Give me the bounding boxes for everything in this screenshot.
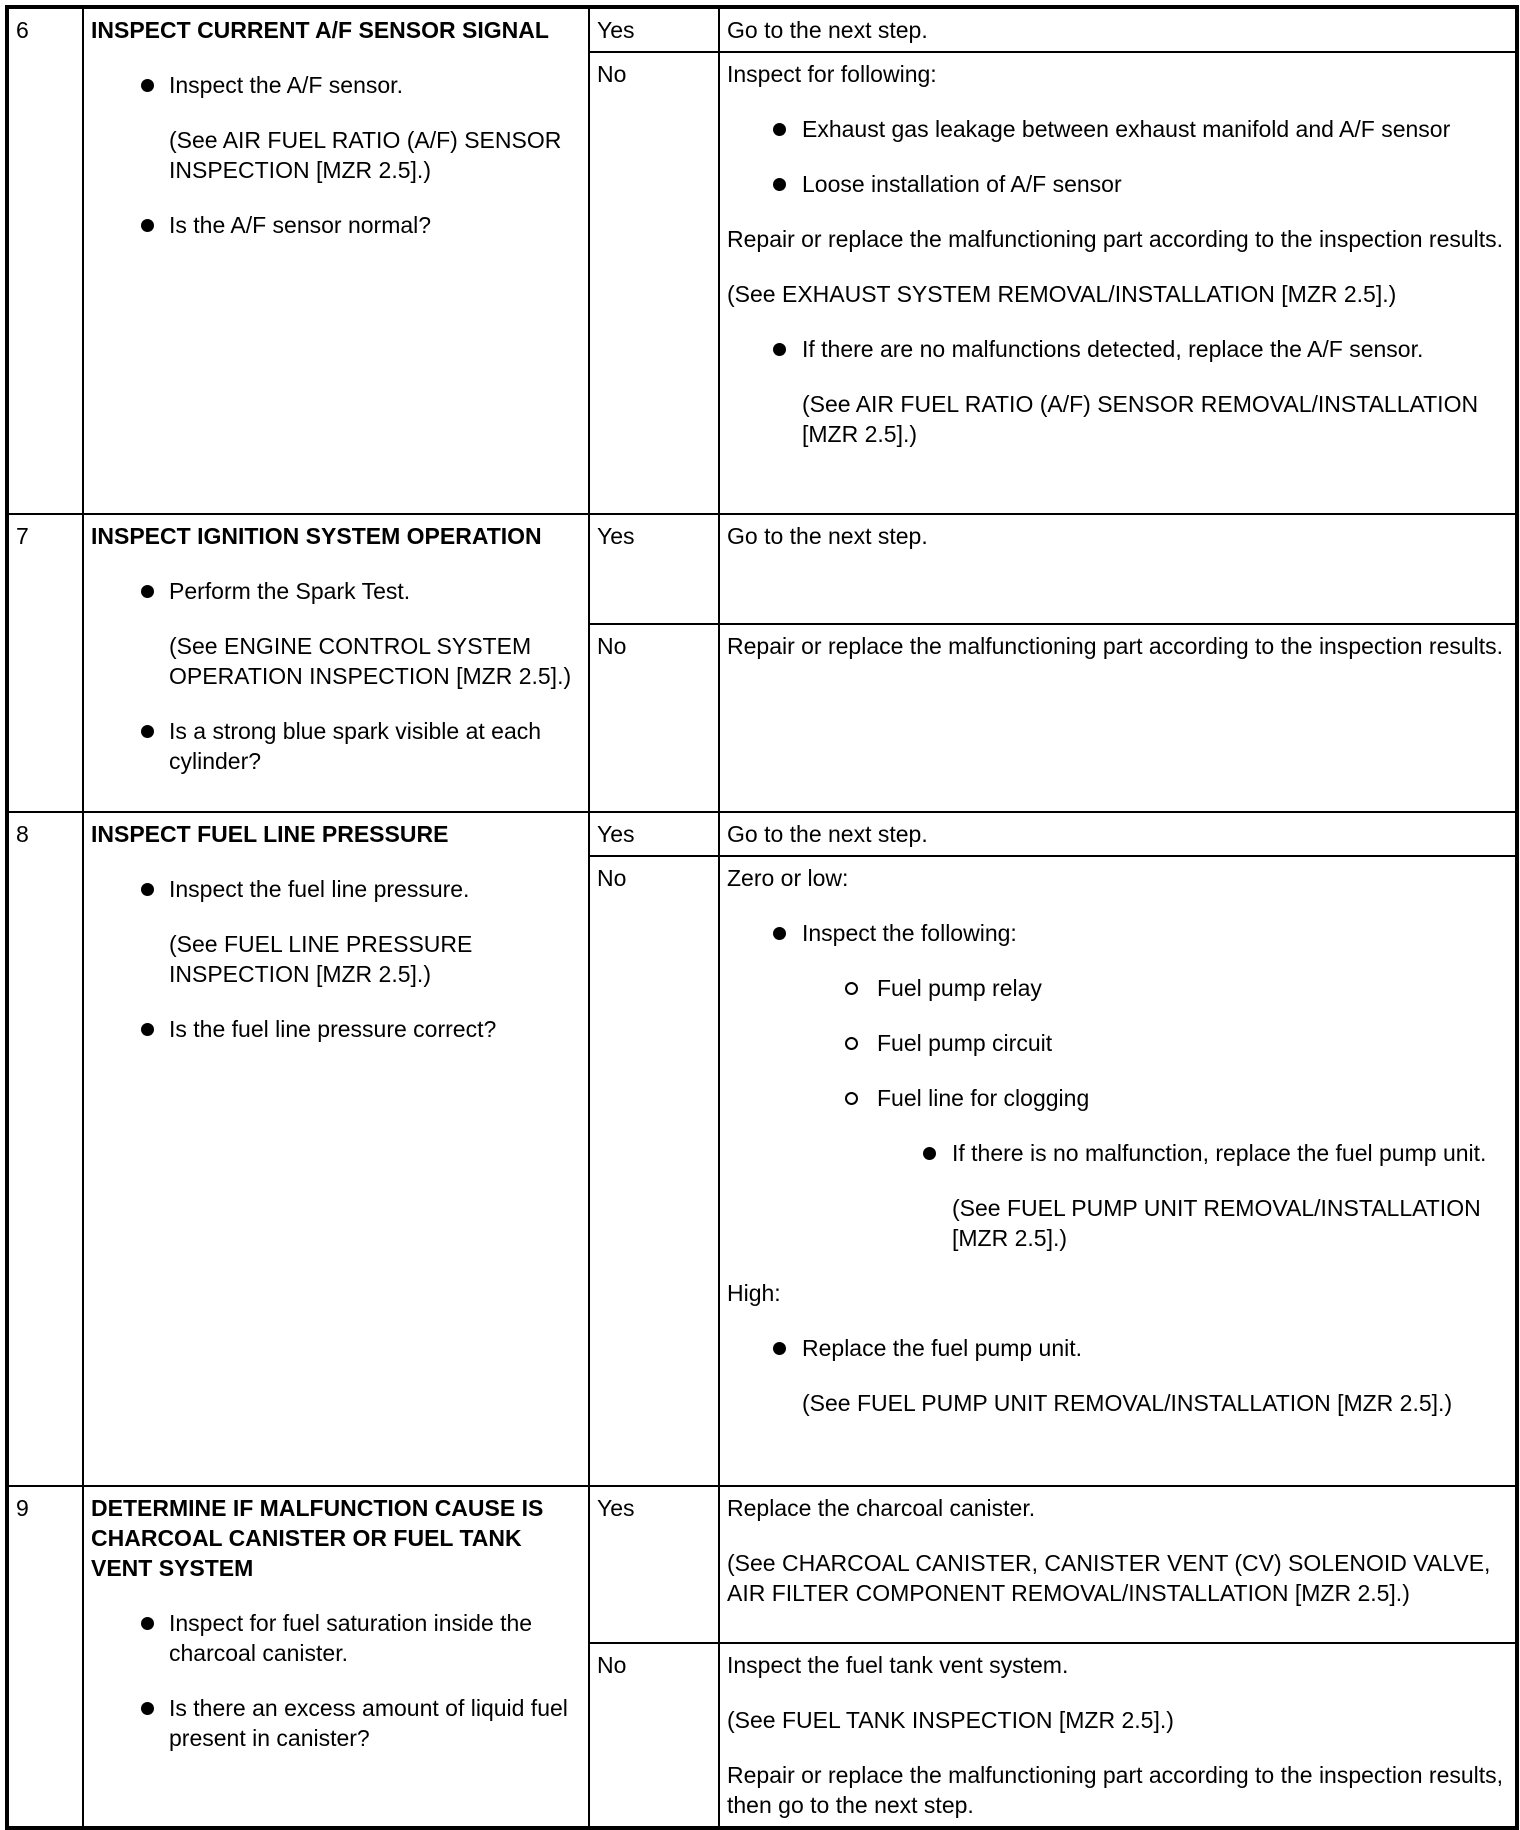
no-label: No xyxy=(589,856,719,1486)
bullet-dot-icon xyxy=(773,123,786,136)
yes-label: Yes xyxy=(589,514,719,624)
step-6-inspection xyxy=(83,7,589,514)
circle-bullet-icon xyxy=(845,1037,858,1050)
bullet-dot-icon xyxy=(773,1342,786,1355)
bullet-dot-icon xyxy=(923,1147,936,1160)
step-title: INSPECT IGNITION SYSTEM OPERATION xyxy=(91,523,542,549)
bullet-item: Is the fuel line pressure correct? xyxy=(91,1014,581,1044)
yes-label: Yes xyxy=(589,1486,719,1643)
reference-text: (See ENGINE CONTROL SYSTEM OPERATION INSPECTION [MZR 2.5].) xyxy=(169,633,572,689)
bullet-item: Perform the Spark Test. xyxy=(91,576,581,606)
step-9-yes-row xyxy=(7,1486,1517,1643)
bullet-dot-icon xyxy=(141,1702,154,1715)
step-6-yes-row xyxy=(7,7,1517,52)
bullet-dot-icon xyxy=(141,219,154,232)
step-9-inspection xyxy=(83,1486,589,1828)
step-number: 9 xyxy=(7,1486,83,1828)
bullet-dot-icon xyxy=(773,927,786,940)
step-9-no-action xyxy=(719,1643,1517,1828)
bullet-dot-icon xyxy=(773,343,786,356)
reference-text: (See EXHAUST SYSTEM REMOVAL/INSTALLATION [MZR 2.5].) xyxy=(727,281,1397,307)
no-action: Repair or replace the malfunctioning part according to the inspection results. xyxy=(719,624,1517,812)
bullet-dot-icon xyxy=(141,1023,154,1036)
bullet-item: Replace the fuel pump unit. xyxy=(727,1333,1508,1363)
action-text: Repair or replace the malfunctioning part according to the inspection results, then go to the next step. xyxy=(727,1762,1504,1818)
no-label: No xyxy=(589,624,719,812)
bullet-item: Is there an excess amount of liquid fuel present in canister? xyxy=(91,1693,581,1753)
reference-text: (See FUEL LINE PRESSURE INSPECTION [MZR 2.5].) xyxy=(169,931,473,987)
bullet-item: If there is no malfunction, replace the fuel pump unit. xyxy=(727,1138,1508,1168)
bullet-item: Inspect the following: xyxy=(727,918,1508,948)
sub-bullet-item: Fuel pump circuit xyxy=(727,1028,1508,1058)
step-title: INSPECT FUEL LINE PRESSURE xyxy=(91,821,449,847)
step-7-yes-row xyxy=(7,514,1517,624)
action-text: Zero or low: xyxy=(727,865,849,891)
bullet-item: Exhaust gas leakage between exhaust manifold and A/F sensor xyxy=(727,114,1508,144)
step-8-no-action xyxy=(719,856,1517,1486)
reference-text: (See FUEL PUMP UNIT REMOVAL/INSTALLATION [MZR 2.5].) xyxy=(952,1195,1481,1251)
reference-text: (See FUEL TANK INSPECTION [MZR 2.5].) xyxy=(727,1707,1174,1733)
no-label: No xyxy=(589,52,719,514)
action-text: Repair or replace the malfunctioning part according to the inspection results. xyxy=(727,226,1504,252)
sub-bullet-item: Fuel line for clogging xyxy=(727,1083,1508,1113)
bullet-item: Inspect the A/F sensor. xyxy=(91,70,581,100)
bullet-dot-icon xyxy=(141,883,154,896)
circle-bullet-icon xyxy=(845,982,858,995)
bullet-item: If there are no malfunctions detected, replace the A/F sensor. xyxy=(727,334,1508,364)
step-8-yes-row xyxy=(7,812,1517,856)
step-6-no-action xyxy=(719,52,1517,514)
yes-label: Yes xyxy=(589,7,719,52)
action-text: Replace the charcoal canister. xyxy=(727,1495,1036,1521)
reference-text: (See AIR FUEL RATIO (A/F) SENSOR REMOVAL/INSTALLATION [MZR 2.5].) xyxy=(802,391,1479,447)
step-9-yes-action xyxy=(719,1486,1517,1643)
bullet-dot-icon xyxy=(773,178,786,191)
diagnostic-procedure-table xyxy=(5,5,1519,1830)
bullet-item: Inspect the fuel line pressure. xyxy=(91,874,581,904)
action-text: Inspect the fuel tank vent system. xyxy=(727,1652,1069,1678)
action-text: High: xyxy=(727,1280,781,1306)
bullet-dot-icon xyxy=(141,585,154,598)
bullet-dot-icon xyxy=(141,1617,154,1630)
circle-bullet-icon xyxy=(845,1092,858,1105)
no-label: No xyxy=(589,1643,719,1828)
sub-bullet-item: Fuel pump relay xyxy=(727,973,1508,1003)
reference-text: (See FUEL PUMP UNIT REMOVAL/INSTALLATION [MZR 2.5].) xyxy=(802,1390,1453,1416)
action-text: Inspect for following: xyxy=(727,61,937,87)
step-title: DETERMINE IF MALFUNCTION CAUSE IS CHARCOAL CANISTER OR FUEL TANK VENT SYSTEM xyxy=(91,1495,544,1581)
bullet-item: Loose installation of A/F sensor xyxy=(727,169,1508,199)
step-8-inspection xyxy=(83,812,589,1486)
bullet-item: Inspect for fuel saturation inside the charcoal canister. xyxy=(91,1608,581,1668)
yes-action: Go to the next step. xyxy=(719,7,1517,52)
bullet-dot-icon xyxy=(141,79,154,92)
bullet-item: Is the A/F sensor normal? xyxy=(91,210,581,240)
step-title: INSPECT CURRENT A/F SENSOR SIGNAL xyxy=(91,17,549,43)
step-number: 6 xyxy=(7,7,83,514)
yes-action: Go to the next step. xyxy=(719,514,1517,624)
yes-action: Go to the next step. xyxy=(719,812,1517,856)
reference-text: (See AIR FUEL RATIO (A/F) SENSOR INSPECTION [MZR 2.5].) xyxy=(169,127,562,183)
yes-label: Yes xyxy=(589,812,719,856)
step-number: 8 xyxy=(7,812,83,1486)
step-7-inspection xyxy=(83,514,589,812)
bullet-item: Is a strong blue spark visible at each cylinder? xyxy=(91,716,581,776)
reference-text: (See CHARCOAL CANISTER, CANISTER VENT (CV) SOLENOID VALVE, AIR FILTER COMPONENT REMOVAL/INSTALLATION [MZR 2.5].) xyxy=(727,1550,1491,1606)
bullet-dot-icon xyxy=(141,725,154,738)
step-number: 7 xyxy=(7,514,83,812)
